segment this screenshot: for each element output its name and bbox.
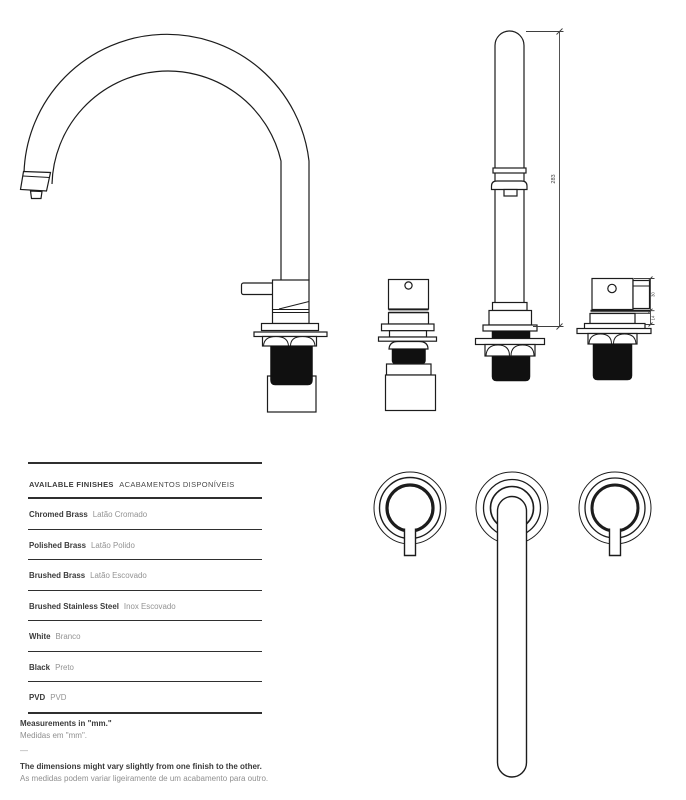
finish-row-brushed-stainless-steel: Brushed Stainless Steel Inox Escovado: [28, 591, 262, 622]
tolerance-note-en: The dimensions might vary slightly from one finish to the other.: [20, 762, 262, 771]
right-handle-top-view: [579, 472, 651, 556]
finishes-table: [28, 462, 262, 714]
handle-front-view-drawing: [379, 280, 437, 411]
finishes-table-header: [28, 464, 262, 499]
measurements-note-pt: Medidas em "mm".: [20, 730, 88, 740]
finish-row-pvd: PVD PVD: [28, 682, 262, 714]
finish-row-white: White Branco: [28, 621, 262, 652]
left-handle-lever: [405, 529, 416, 556]
left-handle-top-view: [374, 472, 446, 556]
handle-lever-side: [242, 283, 274, 295]
spout-top-view: [476, 472, 548, 777]
handle-base-label: 14: [650, 315, 656, 321]
handle-height-label: 30: [650, 292, 656, 297]
handle-side-view-drawing: [577, 277, 656, 381]
finishes-title-en: AVAILABLE FINISHES: [29, 480, 114, 489]
faucet-front-view-drawing: [476, 29, 564, 382]
technical-drawings-plan-view: [350, 440, 686, 800]
spout-height-label: 283: [551, 174, 557, 184]
right-handle-lever: [610, 529, 621, 556]
tolerance-note-pt: As medidas podem variar ligeiramente de um acabamento para outro.: [20, 773, 269, 783]
aerator-nozzle-side: [31, 191, 43, 199]
finishes-title-pt: ACABAMENTOS DISPONÍVEIS: [119, 480, 235, 489]
faucet-side-view-drawing: [21, 34, 328, 412]
spout-reach: [498, 497, 527, 778]
finish-row-chromed-brass: Chromed Brass Latão Cromado: [28, 499, 262, 530]
spout-height-dimension: [526, 29, 564, 330]
aerator-nozzle-front: [504, 190, 517, 197]
footnotes: [20, 718, 268, 784]
finish-row-black: Black Preto: [28, 652, 262, 683]
finish-row-polished-brass: Polished Brass Latão Polido: [28, 530, 262, 561]
finish-row-brushed-brass: Brushed Brass Latão Escovado: [28, 560, 262, 591]
notes-divider: —: [20, 746, 28, 755]
measurements-note-en: Measurements in "mm.": [20, 719, 112, 728]
